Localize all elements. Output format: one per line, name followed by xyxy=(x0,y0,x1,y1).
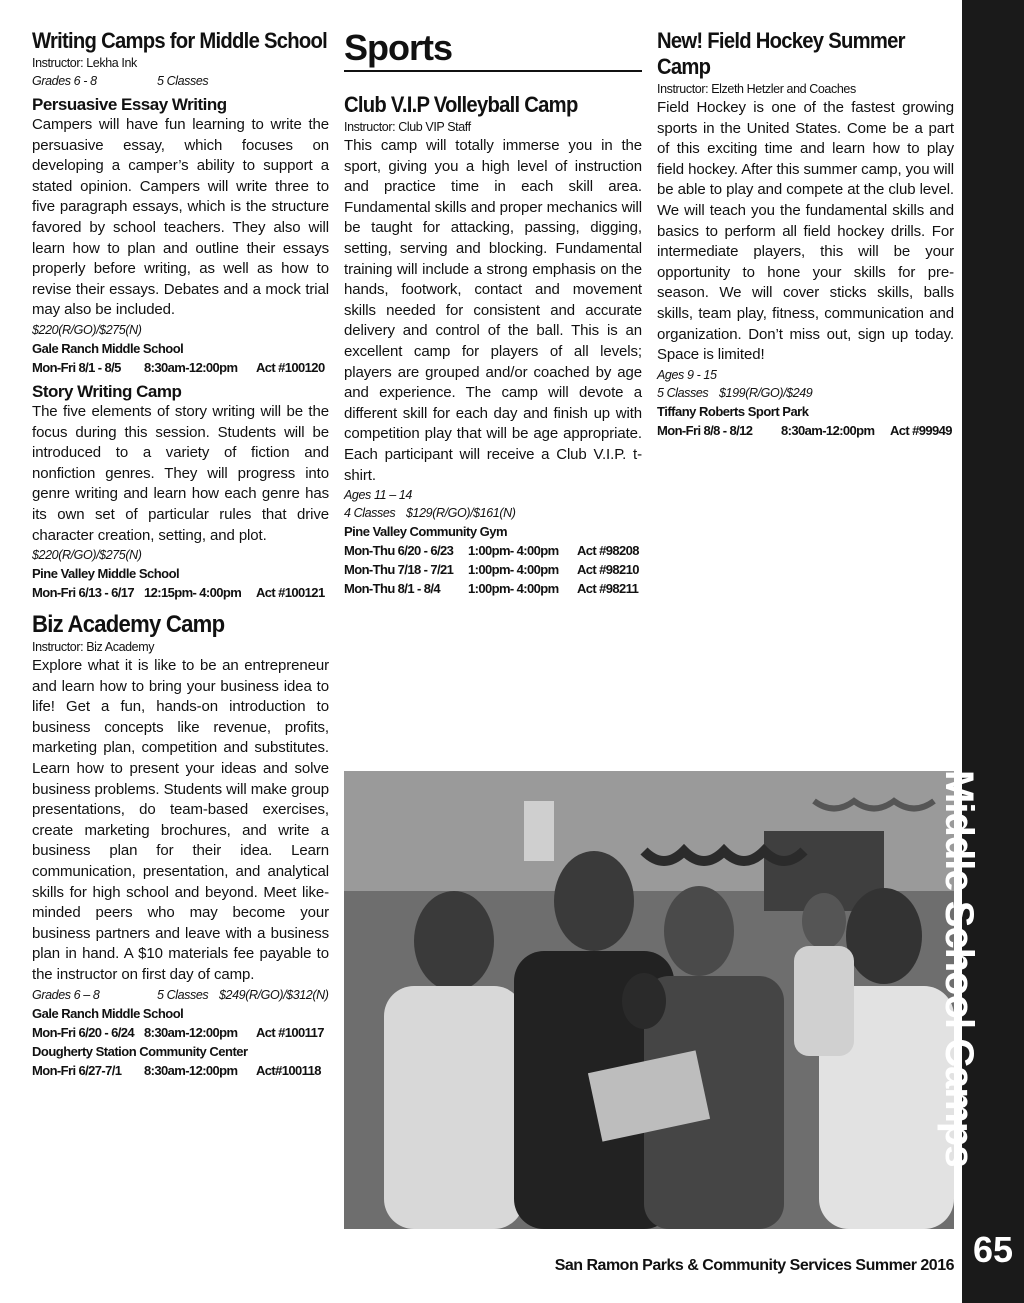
vip-title: Club V.I.P Volleyball Camp xyxy=(344,92,578,117)
schedule-time: 8:30am-12:00pm xyxy=(144,1062,238,1078)
biz-title: Biz Academy Camp xyxy=(32,611,225,639)
vip-schedule-row xyxy=(344,560,642,579)
biz-price: $249(R/GO)/$312(N) xyxy=(219,987,329,1002)
vip-classes-row xyxy=(344,504,642,522)
column-right xyxy=(657,28,954,440)
schedule-days: Mon-Fri 8/1 - 8/5 xyxy=(32,359,121,375)
activity-number: Act #98208 xyxy=(577,543,639,559)
persuasive-body: Campers will have fun learning to write the persuasive essay, which focuses on developing a camper’s ability to support a stated opinion. Campers will write three to five paragraph essays, which is the structure favored by school teachers. They also will learn how to plan and outline their essays properly before writing, as well as how to revise their essays. Debates and a mock trial may also be included. xyxy=(32,116,329,319)
activity-number: Act #100120 xyxy=(256,359,325,375)
story-title: Story Writing Camp xyxy=(32,381,182,401)
story-location: Pine Valley Middle School xyxy=(32,566,180,582)
vip-schedule-row xyxy=(344,579,642,598)
schedule-time: 8:30am-12:00pm xyxy=(144,1024,238,1040)
persuasive-location: Gale Ranch Middle School xyxy=(32,340,184,356)
persuasive-price: $220(R/GO)/$275(N) xyxy=(32,322,142,337)
activity-number: Act#100118 xyxy=(256,1062,321,1078)
biz-location-2: Dougherty Station Community Center xyxy=(32,1043,248,1059)
campers-photo xyxy=(344,771,954,1229)
schedule-time: 12:15pm- 4:00pm xyxy=(144,585,242,601)
vip-location: Pine Valley Community Gym xyxy=(344,524,508,540)
schedule-time: 1:00pm- 4:00pm xyxy=(468,581,559,597)
hockey-body: Field Hockey is one of the fastest growing sports in the United States. Come be a part of this exciting time and learn how to play field hockey. After this summer camp, you will be able to play and compete at the club level. We will teach you the fundamental skills and basics to perform all field hockey drills. For intermediate players, this will be your opportunity to hone your skills for pre-season. We will cover sticks skills, balls skills, team play, fitness, communication and organization. Don’t miss out, sign up today. Space is limited! xyxy=(657,99,954,364)
persuasive-schedule xyxy=(32,358,329,377)
activity-number: Act #98210 xyxy=(577,562,639,578)
hockey-location: Tiffany Roberts Sport Park xyxy=(657,403,809,419)
writing-grades: Grades 6 - 8 xyxy=(32,74,97,88)
column-middle xyxy=(344,28,642,598)
schedule-time: 1:00pm- 4:00pm xyxy=(468,562,559,578)
writing-grades-row xyxy=(32,72,329,90)
page-number: 65 xyxy=(972,1229,1014,1270)
sidebar-section-title-text: Middle School Camps xyxy=(937,770,981,1167)
activity-number: Act #100121 xyxy=(256,585,325,601)
hockey-title: New! Field Hockey Summer Camp xyxy=(657,28,905,79)
schedule-days: Mon-Fri 8/8 - 8/12 xyxy=(657,422,753,438)
vip-price: $129(R/GO)/$161(N) xyxy=(406,506,516,521)
hockey-classes-row xyxy=(657,384,954,402)
activity-number: Act #100117 xyxy=(256,1024,324,1040)
hockey-price: $199(R/GO)/$249 xyxy=(719,385,813,400)
campers-photo-illustration xyxy=(344,771,954,1229)
hockey-ages: Ages 9 - 15 xyxy=(657,367,717,382)
biz-classes: 5 Classes xyxy=(157,987,209,1002)
schedule-days: Mon-Fri 6/27-7/1 xyxy=(32,1062,122,1078)
sports-section-title: Sports xyxy=(344,28,642,72)
schedule-time: 1:00pm- 4:00pm xyxy=(468,543,559,559)
footer-text: San Ramon Parks & Community Services Summer 2016 xyxy=(554,1257,954,1274)
vip-classes: 4 Classes xyxy=(344,506,396,521)
biz-grades: Grades 6 – 8 xyxy=(32,987,100,1002)
schedule-days: Mon-Thu 8/1 - 8/4 xyxy=(344,581,440,597)
biz-schedule-1 xyxy=(32,1023,329,1042)
biz-location-1: Gale Ranch Middle School xyxy=(32,1005,184,1021)
story-schedule xyxy=(32,583,329,602)
story-price: $220(R/GO)/$275(N) xyxy=(32,548,142,563)
biz-schedule-2 xyxy=(32,1061,329,1080)
schedule-days: Mon-Thu 6/20 - 6/23 xyxy=(344,543,454,559)
vip-schedule-row xyxy=(344,541,642,560)
writing-camps-title: Writing Camps for Middle School xyxy=(32,28,328,53)
schedule-time: 8:30am-12:00pm xyxy=(144,359,238,375)
schedule-days: Mon-Fri 6/13 - 6/17 xyxy=(32,585,135,601)
writing-instructor: Instructor: Lekha Ink xyxy=(32,56,137,70)
activity-number: Act #98211 xyxy=(577,581,639,597)
hockey-instructor: Instructor: Elzeth Hetzler and Coaches xyxy=(657,82,856,96)
schedule-days: Mon-Thu 7/18 - 7/21 xyxy=(344,562,454,578)
biz-grades-row xyxy=(32,986,329,1004)
hockey-classes: 5 Classes xyxy=(657,385,709,400)
column-left xyxy=(32,28,329,1080)
schedule-days: Mon-Fri 6/20 - 6/24 xyxy=(32,1024,135,1040)
activity-number: Act #99949 xyxy=(890,422,952,438)
biz-instructor: Instructor: Biz Academy xyxy=(32,640,155,655)
hockey-schedule xyxy=(657,421,954,440)
biz-body: Explore what it is like to be an entrepreneur and learn how to bring your business idea to life! Get a fun, hands-on introduction to business concepts like revenue, profits, marketing plan, competition and substitutes. Learn how to present your ideas and solve business problems. Students will make group presentations, do team-based exercises, create marketing brochures, and write a business plan for their idea. Learn communication, presentation, and analytical skills for high school and beyond. Meet like-minded peers who may become your business partners and leave with a business plan in hand. A $10 materials fee payable to the instructor on first day of camp. xyxy=(32,657,329,983)
schedule-time: 8:30am-12:00pm xyxy=(781,422,875,438)
story-body: The five elements of story writing will be the focus during this session. Students will be introduced to a variety of fiction and nonfiction genres. They will progress into genre writing and learn how each genre has its own set of particular rules that drive character creation, setting, and plot. xyxy=(32,402,329,544)
persuasive-title: Persuasive Essay Writing xyxy=(32,95,227,114)
writing-classes: 5 Classes xyxy=(157,74,209,88)
vip-ages: Ages 11 – 14 xyxy=(344,488,412,503)
vip-body: This camp will totally immerse you in the sport, giving you a high level of instruction and practice time in each skill area. Fundamental skills and proper mechanics will be taught for attacking, passing, digging, setting, serving and blocking. Fundamental training will include a strong emphasis on the hands, footwork, contact and movement skills needed for consistent and accurate delivery and control of the ball. This is an excellent camp for players of all levels; players are grouped and/or coached by age and experience. The camp will devote a different skill for each day and finish up with competition play that will be age appropriate. Each participant will receive a Club V.I.P. t-shirt. xyxy=(344,137,642,484)
vip-instructor: Instructor: Club VIP Staff xyxy=(344,120,471,134)
